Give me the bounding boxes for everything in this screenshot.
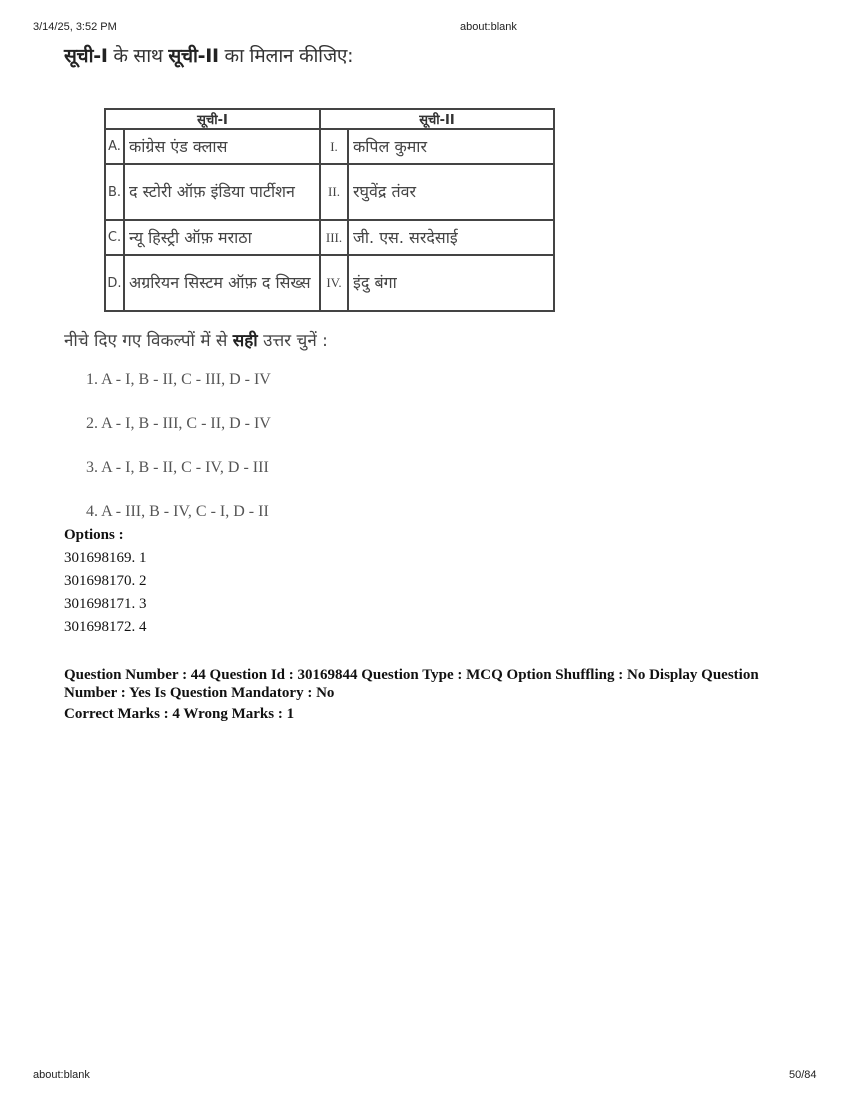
row-roman: II. bbox=[320, 164, 348, 220]
table-row bbox=[105, 220, 554, 255]
row-letter: A. bbox=[105, 129, 124, 164]
option-item: 301698169. 1 bbox=[64, 550, 147, 566]
row-letter: B. bbox=[105, 164, 124, 220]
option-item: 301698171. 3 bbox=[64, 596, 147, 612]
list-2-label: सूची-II bbox=[168, 45, 219, 67]
answer-choice: 4. A - III, B - IV, C - I, D - II bbox=[86, 503, 269, 520]
choose-emphasis: सही bbox=[232, 331, 258, 351]
options-list bbox=[64, 548, 147, 640]
table-row bbox=[105, 129, 554, 164]
list-1-label: सूची-I bbox=[64, 45, 108, 67]
choose-instruction bbox=[64, 328, 328, 351]
table-header-list-1: सूची-I bbox=[105, 109, 320, 129]
print-header-datetime: 3/14/25, 3:52 PM bbox=[33, 21, 117, 33]
answer-choice: 3. A - I, B - II, C - IV, D - III bbox=[86, 459, 269, 476]
answer-choice: 1. A - I, B - II, C - III, D - IV bbox=[86, 371, 271, 388]
row-match: रघुवेंद्र तंवर bbox=[348, 164, 554, 220]
instruction-text-2: का मिलान कीजिए: bbox=[218, 45, 354, 67]
row-item: द स्टोरी ऑफ़ इंडिया पार्टीशन bbox=[124, 164, 320, 220]
table-row bbox=[105, 164, 554, 220]
row-match: इंदु बंगा bbox=[348, 255, 554, 311]
choose-text-1: नीचे दिए गए विकल्पों में से bbox=[64, 331, 233, 351]
row-roman: I. bbox=[320, 129, 348, 164]
question-meta-block bbox=[64, 666, 784, 723]
question-marks: Correct Marks : 4 Wrong Marks : 1 bbox=[64, 706, 295, 722]
row-roman: IV. bbox=[320, 255, 348, 311]
row-item: न्यू हिस्ट्री ऑफ़ मराठा bbox=[124, 220, 320, 255]
options-label: Options : bbox=[64, 527, 124, 543]
match-table bbox=[104, 108, 555, 312]
choose-text-2: उत्तर चुनें : bbox=[257, 331, 328, 351]
print-footer-page-number: 50/84 bbox=[789, 1069, 817, 1081]
row-letter: D. bbox=[105, 255, 124, 311]
option-item: 301698172. 4 bbox=[64, 619, 147, 635]
question-instruction bbox=[64, 42, 353, 68]
row-item: अग्ररियन सिस्टम ऑफ़ द सिख्स bbox=[124, 255, 320, 311]
row-roman: III. bbox=[320, 220, 348, 255]
table-header-list-2: सूची-II bbox=[320, 109, 554, 129]
row-match: जी. एस. सरदेसाई bbox=[348, 220, 554, 255]
print-footer-url: about:blank bbox=[33, 1069, 90, 1081]
row-item: कांग्रेस एंड क्लास bbox=[124, 129, 320, 164]
answer-choices bbox=[86, 371, 271, 547]
instruction-text-1: के साथ bbox=[107, 45, 169, 67]
row-letter: C. bbox=[105, 220, 124, 255]
row-match: कपिल कुमार bbox=[348, 129, 554, 164]
question-meta: Question Number : 44 Question Id : 30169844 Question Type : MCQ Option Shuffling : No Display Question Number : Yes Is Question Mandatory : No bbox=[64, 667, 759, 701]
table-row bbox=[105, 255, 554, 311]
answer-choice: 2. A - I, B - III, C - II, D - IV bbox=[86, 415, 271, 432]
option-item: 301698170. 2 bbox=[64, 573, 147, 589]
print-header-url: about:blank bbox=[460, 21, 517, 33]
